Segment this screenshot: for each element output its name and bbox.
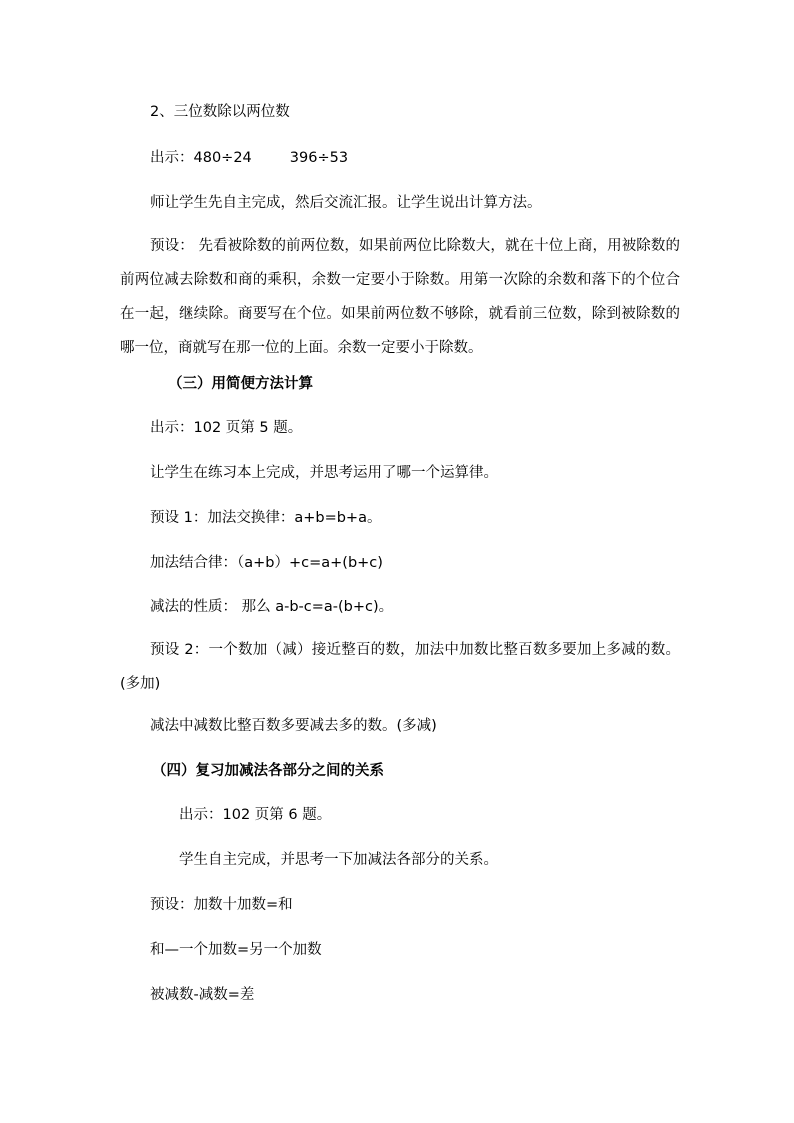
division-expr-2: 396÷53 <box>289 150 349 166</box>
preset-paragraph: 预设： 先看被除数的前两位数，如果前两位比除数大，就在十位上商，用被除数的前两位减去除数和商的乘积，余数一定要小于除数。用第一次除的余数和落下的个位合在一起，继续除。商要写在个位。如果前两位数不够除，就看前三位数，除到被除数的哪一位，商就写在那一位的上面。余数一定要小于除数。 <box>120 238 680 356</box>
relation-addend: 和—一个加数=另一个加数 <box>150 942 322 958</box>
section-title: 2、三位数除以两位数 <box>150 104 290 120</box>
section-heading-4: （四）复习加减法各部分之间的关系 <box>152 763 384 779</box>
instruction-text: 学生自主完成，并思考一下加减法各部分的关系。 <box>179 852 498 868</box>
subtraction-property: 减法的性质： 那么 a-b-c=a-(b+c)。 <box>150 599 394 615</box>
instruction-text: 让学生在练习本上完成，并思考运用了哪一个运算律。 <box>150 465 498 481</box>
show-line-page-102-q6: 出示：102 页第 6 题。 <box>179 807 332 823</box>
subtraction-note: 减法中减数比整百数多要减去多的数。(多减) <box>150 718 437 734</box>
show-line-page-102-q5: 出示：102 页第 5 题。 <box>150 420 303 436</box>
associative-law: 加法结合律：（a+b）+c=a+(b+c) <box>150 555 383 571</box>
instruction-text: 师让学生先自主完成，然后交流汇报。让学生说出计算方法。 <box>150 195 542 211</box>
preset-commutative-law: 预设 1：加法交换律：a+b=b+a。 <box>150 510 382 526</box>
relation-subtraction: 被减数-减数=差 <box>150 987 255 1003</box>
relation-addition: 预设：加数十加数=和 <box>150 897 293 913</box>
show-label: 出示： <box>150 150 194 166</box>
preset-2-paragraph: 预设 2：一个数加（减）接近整百的数，加法中加数比整百数多要加上多减的数。(多加) <box>120 642 680 692</box>
show-line-division <box>150 148 348 168</box>
division-expr-1: 480÷24 <box>193 150 252 166</box>
section-heading-3: （三）用简便方法计算 <box>168 376 313 392</box>
